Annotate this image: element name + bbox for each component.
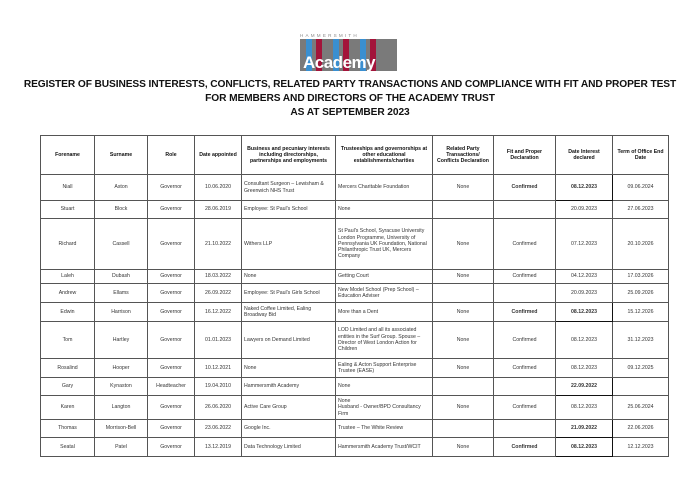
register-table xyxy=(40,135,669,457)
header-role: Role xyxy=(148,136,195,175)
cell-date-appointed: 18.03.2022 xyxy=(195,270,242,284)
cell-business-interests: Hammersmith Academy xyxy=(242,378,336,396)
table-row xyxy=(41,359,669,378)
cell-term-end-date: 09.06.2024 xyxy=(613,175,669,201)
cell-date-interest-declared: 08.12.2023 xyxy=(556,396,613,420)
cell-date-appointed: 01.01.2023 xyxy=(195,322,242,359)
cell-fit-and-proper: Confirmed xyxy=(494,396,556,420)
header-trusteeships: Trusteeships and governorships at other educational establishments/charities xyxy=(336,136,433,175)
header-business-interests: Business and pecuniary interests including directorships, partnerships and employments xyxy=(242,136,336,175)
cell-related-party: None xyxy=(433,303,494,322)
cell-role: Governor xyxy=(148,175,195,201)
table-row xyxy=(41,396,669,420)
table-row xyxy=(41,284,669,303)
cell-related-party xyxy=(433,284,494,303)
header-fit-and-proper: Fit and Proper Declaration xyxy=(494,136,556,175)
cell-trusteeships: New Model School (Prep School) – Education Adviser xyxy=(336,284,433,303)
cell-term-end-date: 22.06.2026 xyxy=(613,420,669,438)
cell-term-end-date: 12.12.2023 xyxy=(613,438,669,457)
cell-role: Governor xyxy=(148,284,195,303)
cell-term-end-date: 25.09.2026 xyxy=(613,284,669,303)
logo-word: Academy xyxy=(303,53,376,71)
cell-forename: Laleh xyxy=(41,270,95,284)
table-row xyxy=(41,270,669,284)
header-forename: Forename xyxy=(41,136,95,175)
cell-forename: Niall xyxy=(41,175,95,201)
cell-business-interests: Naked Coffee Limited, Ealing Broadway Bid xyxy=(242,303,336,322)
cell-fit-and-proper: Confirmed xyxy=(494,438,556,457)
cell-date-appointed: 21.10.2022 xyxy=(195,219,242,270)
cell-fit-and-proper: Confirmed xyxy=(494,175,556,201)
cell-trusteeships: Ealing & Acton Support Enterprise Trustee (EASE) xyxy=(336,359,433,378)
cell-business-interests: Data Technology Limited xyxy=(242,438,336,457)
cell-related-party: None xyxy=(433,270,494,284)
cell-term-end-date: 15.12.2026 xyxy=(613,303,669,322)
cell-related-party: None xyxy=(433,396,494,420)
cell-date-interest-declared: 07.12.2023 xyxy=(556,219,613,270)
cell-date-interest-declared: 08.12.2023 xyxy=(556,438,613,457)
cell-surname: Morrison-Bell xyxy=(95,420,148,438)
header-date-interest-declared: Date Interest declared xyxy=(556,136,613,175)
cell-fit-and-proper: Confirmed xyxy=(494,359,556,378)
header-date-appointed: Date appointed xyxy=(195,136,242,175)
cell-fit-and-proper: Confirmed xyxy=(494,303,556,322)
cell-date-appointed: 28.06.2019 xyxy=(195,201,242,219)
cell-fit-and-proper xyxy=(494,284,556,303)
cell-related-party xyxy=(433,420,494,438)
cell-date-interest-declared: 20.09.2023 xyxy=(556,284,613,303)
cell-trusteeships: Getting Court xyxy=(336,270,433,284)
cell-surname: Hooper xyxy=(95,359,148,378)
cell-term-end-date: 27.06.2023 xyxy=(613,201,669,219)
cell-role: Governor xyxy=(148,396,195,420)
document-title-line-1: REGISTER OF BUSINESS INTERESTS, CONFLICTS, RELATED PARTY TRANSACTIONS AND COMPLIANCE WITH FIT AND PROPER TEST xyxy=(23,79,677,90)
cell-forename: Tom xyxy=(41,322,95,359)
logo-box xyxy=(300,39,397,71)
table-row xyxy=(41,378,669,396)
cell-fit-and-proper: Confirmed xyxy=(494,219,556,270)
cell-business-interests: Consultant Surgeon – Lewisham & Greenwich NHS Trust xyxy=(242,175,336,201)
table-row xyxy=(41,322,669,359)
table-row xyxy=(41,303,669,322)
cell-role: Governor xyxy=(148,438,195,457)
cell-role: Headteacher xyxy=(148,378,195,396)
cell-forename: Andrew xyxy=(41,284,95,303)
cell-business-interests: Employee: St Paul's School xyxy=(242,201,336,219)
cell-date-appointed: 10.06.2020 xyxy=(195,175,242,201)
cell-surname: Aston xyxy=(95,175,148,201)
cell-role: Governor xyxy=(148,420,195,438)
document-title-line-2: FOR MEMBERS AND DIRECTORS OF THE ACADEMY TRUST xyxy=(205,93,495,104)
logo-top-text: HAMMERSMITH xyxy=(300,33,359,38)
cell-related-party: None xyxy=(433,219,494,270)
cell-related-party: None xyxy=(433,322,494,359)
cell-trusteeships: More than a Dent xyxy=(336,303,433,322)
cell-role: Governor xyxy=(148,303,195,322)
cell-term-end-date: 17.03.2026 xyxy=(613,270,669,284)
cell-trusteeships: Trustee – The White Review xyxy=(336,420,433,438)
cell-term-end-date: 31.12.2023 xyxy=(613,322,669,359)
table-row xyxy=(41,201,669,219)
cell-date-interest-declared: 08.12.2023 xyxy=(556,322,613,359)
cell-date-interest-declared: 08.12.2023 xyxy=(556,175,613,201)
cell-surname: Harrison xyxy=(95,303,148,322)
cell-forename: Seatal xyxy=(41,438,95,457)
cell-surname: Langton xyxy=(95,396,148,420)
cell-date-interest-declared: 21.09.2022 xyxy=(556,420,613,438)
cell-date-appointed: 19.04.2010 xyxy=(195,378,242,396)
cell-trusteeships: None Husband - Owner/BPD Consultancy Firm xyxy=(336,396,433,420)
cell-role: Governor xyxy=(148,219,195,270)
cell-related-party: None xyxy=(433,438,494,457)
cell-date-appointed: 23.06.2022 xyxy=(195,420,242,438)
cell-date-interest-declared: 08.12.2023 xyxy=(556,359,613,378)
cell-business-interests: Google Inc. xyxy=(242,420,336,438)
document-title-line-3: AS AT SEPTEMBER 2023 xyxy=(290,107,410,118)
cell-fit-and-proper: Confirmed xyxy=(494,322,556,359)
cell-role: Governor xyxy=(148,270,195,284)
table-row xyxy=(41,438,669,457)
cell-surname: Kynaston xyxy=(95,378,148,396)
cell-business-interests: Lawyers on Demand Limited xyxy=(242,322,336,359)
cell-trusteeships: None xyxy=(336,378,433,396)
header-surname: Surname xyxy=(95,136,148,175)
cell-date-appointed: 13.12.2019 xyxy=(195,438,242,457)
cell-forename: Stuart xyxy=(41,201,95,219)
table-row xyxy=(41,219,669,270)
cell-forename: Gary xyxy=(41,378,95,396)
table-row xyxy=(41,175,669,201)
cell-surname: Patel xyxy=(95,438,148,457)
hammersmith-academy-logo xyxy=(300,33,397,71)
cell-trusteeships: Hammersmith Academy Trust/WCIT xyxy=(336,438,433,457)
cell-related-party xyxy=(433,201,494,219)
cell-business-interests: Active Care Group xyxy=(242,396,336,420)
cell-fit-and-proper xyxy=(494,201,556,219)
header-term-end-date: Term of Office End Date xyxy=(613,136,669,175)
cell-related-party xyxy=(433,378,494,396)
cell-trusteeships: None xyxy=(336,201,433,219)
cell-forename: Thomas xyxy=(41,420,95,438)
cell-trusteeships: Mercers Charitable Foundation xyxy=(336,175,433,201)
cell-date-appointed: 26.06.2020 xyxy=(195,396,242,420)
cell-role: Governor xyxy=(148,201,195,219)
cell-forename: Richard xyxy=(41,219,95,270)
cell-business-interests: Employee: St Paul's Girls School xyxy=(242,284,336,303)
cell-surname: Cassell xyxy=(95,219,148,270)
cell-date-appointed: 16.12.2022 xyxy=(195,303,242,322)
cell-fit-and-proper: Confirmed xyxy=(494,270,556,284)
cell-date-appointed: 10.12.2021 xyxy=(195,359,242,378)
cell-business-interests: Withers LLP xyxy=(242,219,336,270)
cell-term-end-date: 09.12.2025 xyxy=(613,359,669,378)
cell-surname: Dubash xyxy=(95,270,148,284)
cell-business-interests: None xyxy=(242,359,336,378)
cell-date-interest-declared: 04.12.2023 xyxy=(556,270,613,284)
cell-date-appointed: 26.09.2022 xyxy=(195,284,242,303)
cell-surname: Hartley xyxy=(95,322,148,359)
cell-trusteeships: LOD Limited and all its associated entities in the Surf Group. Spouse – Director of West London Action for Children xyxy=(336,322,433,359)
cell-date-interest-declared: 22.09.2022 xyxy=(556,378,613,396)
cell-fit-and-proper xyxy=(494,420,556,438)
cell-forename: Karen xyxy=(41,396,95,420)
cell-term-end-date: 20.10.2026 xyxy=(613,219,669,270)
cell-related-party: None xyxy=(433,175,494,201)
cell-surname: Block xyxy=(95,201,148,219)
cell-surname: Ellams xyxy=(95,284,148,303)
cell-date-interest-declared: 20.09.2023 xyxy=(556,201,613,219)
cell-role: Governor xyxy=(148,322,195,359)
cell-forename: Edwin xyxy=(41,303,95,322)
cell-trusteeships: St Paul's School, Syracuse University London Programme, University of Pennsylvania UK Foundation, National Philanthropic Trust UK, Mercers Company xyxy=(336,219,433,270)
cell-forename: Rosalind xyxy=(41,359,95,378)
cell-business-interests: None xyxy=(242,270,336,284)
cell-term-end-date: 25.06.2024 xyxy=(613,396,669,420)
cell-role: Governor xyxy=(148,359,195,378)
header-related-party: Related Party Transactions/ Conflicts Declaration xyxy=(433,136,494,175)
cell-fit-and-proper xyxy=(494,378,556,396)
cell-date-interest-declared: 08.12.2023 xyxy=(556,303,613,322)
cell-related-party: None xyxy=(433,359,494,378)
table-row xyxy=(41,420,669,438)
cell-term-end-date xyxy=(613,378,669,396)
table-header-row xyxy=(41,136,669,175)
